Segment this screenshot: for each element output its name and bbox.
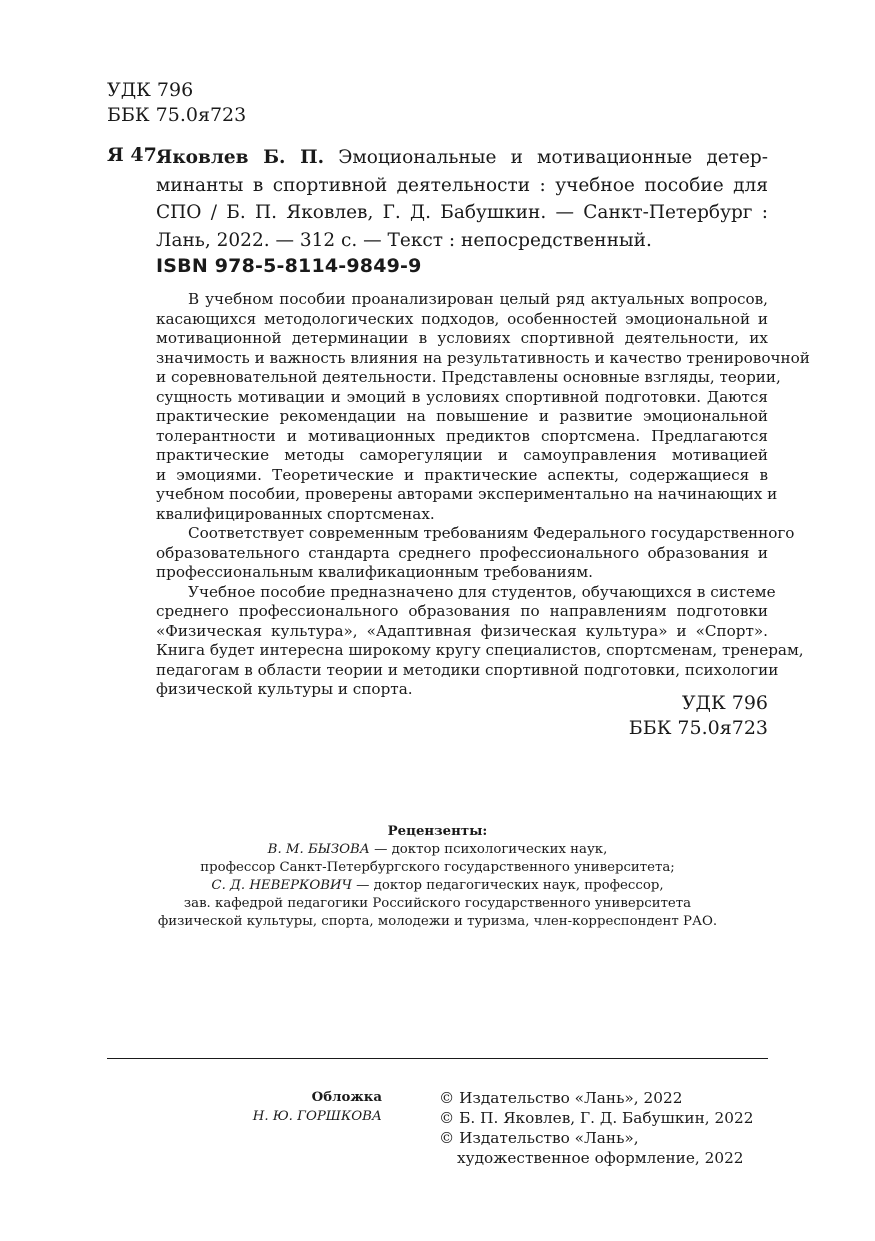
annotation-line: толерантности и мотивационных предиктов спортсмена. Предлагаются	[156, 426, 768, 445]
isbn: ISBN 978-5-8114-9849-9	[156, 255, 422, 277]
annotation-line: физической культуры и спорта.	[156, 680, 413, 698]
copyright-3: © Издательство «Лань»,	[439, 1129, 639, 1147]
bib-line-4: Лань, 2022. — 312 с. — Текст : непосредственный.	[156, 229, 652, 251]
annotation-line: Книга будет интересна широкому кругу специалистов, спортсменам, тренерам,	[156, 641, 804, 659]
annotation-paragraph-1	[156, 290, 810, 524]
annotation-line: учебном пособии, проверены авторами экспериментально на начинающих и	[156, 485, 778, 503]
annotation-line: образовательного стандарта среднего профессионального образования и	[156, 543, 768, 562]
bib-line-1: Яковлев Б. П. Эмоциональные и мотивационные детер-	[156, 147, 768, 168]
bbk-code: ББК 75.0я723	[107, 104, 247, 126]
bbk-code-bottom: ББК 75.0я723	[628, 717, 768, 739]
copyright-2: © Б. П. Яковлев, Г. Д. Бабушкин, 2022	[439, 1109, 754, 1127]
reviewer-1-line-2: профессор Санкт-Петербургского государственного университета;	[200, 860, 675, 875]
annotation-line: практические методы саморегуляции и самоуправления мотивацией	[156, 446, 768, 464]
reviewers-block	[107, 823, 768, 931]
annotation-line: среднего профессионального образования по направлениям подготовки	[156, 602, 768, 620]
annotation-line: квалифицированных спортсменах.	[156, 504, 435, 523]
annotation-line: касающихся методологических подходов, особенностей эмоциональной и	[156, 309, 768, 328]
reviewer-1-name: В. М. БЫЗОВА	[267, 842, 370, 857]
copyright-4: художественное оформление, 2022	[457, 1149, 744, 1167]
copyright-1: © Издательство «Лань», 2022	[439, 1089, 683, 1107]
bottom-classification-codes	[629, 691, 768, 741]
annotation-line: практические рекомендации на повышение и развитие эмоциональной	[156, 407, 768, 425]
reviewers-title: Рецензенты:	[387, 824, 488, 839]
cover-artist: Н. Ю. ГОРШКОВА	[252, 1109, 382, 1124]
annotation-line: «Физическая культура», «Адаптивная физическая культура» и «Спорт».	[156, 621, 768, 640]
annotation-paragraph-3	[156, 582, 804, 700]
annotation-line: Соответствует современным требованиям Федерального государственного	[188, 524, 795, 542]
annotation-line: Учебное пособие предназначено для студентов, обучающихся в системе	[188, 582, 776, 601]
bib-line-3: СПО / Б. П. Яковлев, Г. Д. Бабушкин. — Санкт-Петербург :	[156, 202, 768, 223]
annotation	[156, 290, 810, 700]
annotation-line: мотивационной детерминации в условиях спортивной деятельности, их	[156, 329, 768, 347]
annotation-line: и эмоциями. Теоретические и практические аспекты, содержащиеся в	[156, 465, 768, 484]
annotation-line: значимость и важность влияния на результативность и качество тренировочной	[156, 348, 810, 367]
top-classification-codes	[107, 78, 246, 128]
bib-author: Яковлев Б. П.	[156, 147, 325, 168]
reviewer-2-line-1: С. Д. НЕВЕРКОВИЧ — доктор педагогических наук, профессор,	[211, 878, 664, 893]
udk-code: УДК 796	[107, 79, 194, 101]
cover-credit	[107, 1088, 382, 1126]
reviewer-2-line-2: зав. кафедрой педагогики Российского государственного университета	[183, 896, 692, 911]
udk-code-bottom: УДК 796	[681, 692, 768, 714]
annotation-line: профессиональным квалификационным требованиям.	[156, 563, 593, 581]
reviewer-1-line-1: В. М. БЫЗОВА — доктор психологических наук,	[267, 842, 608, 857]
annotation-line: В учебном пособии проанализирован целый ряд актуальных вопросов,	[188, 290, 768, 308]
annotation-line: сущность мотивации и эмоций в условиях спортивной подготовки. Даются	[156, 387, 768, 406]
reviewer-2-name: С. Д. НЕВЕРКОВИЧ	[211, 878, 352, 893]
cover-label: Обложка	[311, 1090, 382, 1105]
bib-line-2: минанты в спортивной деятельности : учебное пособие для	[156, 174, 768, 196]
author-mark: Я 47	[107, 144, 157, 166]
reviewer-2-line-3: физической культуры, спорта, молодежи и туризма, член-корреспондент РАО.	[157, 914, 718, 929]
bibliographic-record	[156, 144, 768, 254]
copyright-block	[439, 1088, 753, 1168]
annotation-line: и соревновательной деятельности. Представлены основные взгляды, теории,	[156, 368, 781, 386]
annotation-paragraph-2	[156, 524, 795, 583]
annotation-line: педагогам в области теории и методики спортивной подготовки, психологии	[156, 660, 779, 679]
divider	[107, 1058, 768, 1059]
